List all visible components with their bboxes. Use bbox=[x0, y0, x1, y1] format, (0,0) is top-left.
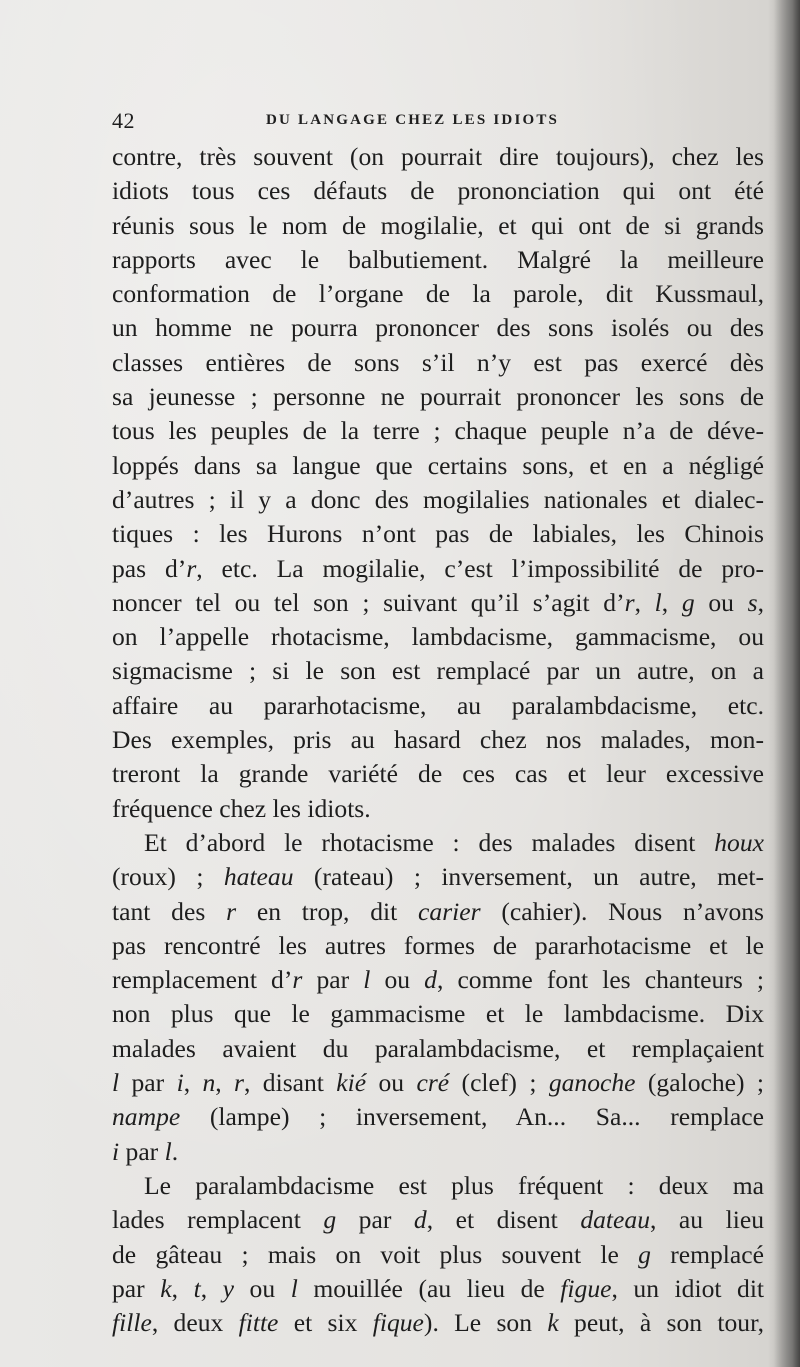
text-line: sa jeunesse ; personne ne pourrait prononcer les sons de bbox=[112, 382, 764, 412]
text-line: pas d’r, etc. La mogilalie, c’est l’impossibilité de pro- bbox=[112, 553, 764, 583]
text-line: treront la grande variété de ces cas et leur excessive bbox=[112, 759, 764, 789]
page-header bbox=[112, 108, 762, 138]
text-line: fréquence chez les idiots. bbox=[112, 793, 371, 823]
text-line: rapports avec le balbutiement. Malgré la meilleure bbox=[112, 244, 764, 274]
text-line: (roux) ; hateau (rateau) ; inversement, un autre, met- bbox=[112, 862, 764, 892]
text-line: remplacement d’r par l ou d, comme font les chanteurs ; bbox=[112, 965, 765, 995]
text-line: un homme ne pourra prononcer des sons isolés ou des bbox=[112, 313, 764, 343]
page-number: 42 bbox=[112, 108, 135, 133]
text-line: tous les peuples de la terre ; chaque peuple n’a de déve- bbox=[112, 416, 764, 446]
text-line: malades avaient du paralambdacisme, et remplaçaient bbox=[112, 1033, 764, 1063]
text-line: Et d’abord le rhotacisme : des malades disent houx bbox=[144, 827, 764, 857]
text-line: contre, très souvent (on pourrait dire toujours), chez les bbox=[112, 142, 764, 171]
body-text bbox=[112, 140, 764, 1340]
binding-shadow bbox=[774, 0, 800, 1367]
text-line: tant des r en trop, dit carier (cahier). Nous n’avons bbox=[112, 896, 765, 926]
text-line: loppés dans sa langue que certains sons, et en a négligé bbox=[112, 450, 764, 480]
text-line: lades remplacent g par d, et disent dateau, au lieu bbox=[112, 1205, 765, 1235]
text-line: sigmacisme ; si le son est remplacé par un autre, on a bbox=[112, 656, 764, 686]
text-line: par k, t, y ou l mouillée (au lieu de figue, un idiot dit bbox=[112, 1273, 765, 1303]
text-line: l par i, n, r, disant kié ou cré (clef) ; ganoche (galoche) ; bbox=[112, 1068, 765, 1098]
text-line: pas rencontré les autres formes de pararhotacisme et le bbox=[112, 930, 764, 960]
text-line: nampe (lampe) ; inversement, An... Sa... remplace bbox=[112, 1102, 764, 1132]
text-line: affaire au pararhotacisme, au paralambdacisme, etc. bbox=[112, 690, 764, 720]
running-title: DU LANGAGE CHEZ LES IDIOTS bbox=[266, 112, 560, 128]
text-line: réunis sous le nom de mogilalie, et qui ont de si grands bbox=[112, 210, 764, 240]
text-line: idiots tous ces défauts de prononciation qui ont été bbox=[112, 176, 764, 206]
text-line: i par l. bbox=[112, 1136, 179, 1166]
text-line: noncer tel ou tel son ; suivant qu’il s’agit d’r, l, g ou s, bbox=[112, 587, 764, 617]
text-line: classes entières de sons s’il n’y est pas exercé dès bbox=[112, 347, 764, 377]
text-line: non plus que le gammacisme et le lambdacisme. Dix bbox=[112, 999, 764, 1029]
text-line: Le paralambdacisme est plus fréquent : deux ma bbox=[144, 1170, 764, 1200]
text-line: conformation de l’organe de la parole, dit Kussmaul, bbox=[112, 279, 764, 309]
text-line: Des exemples, pris au hasard chez nos malades, mon- bbox=[112, 725, 764, 755]
text-line: fille, deux fitte et six fique). Le son k peut, à son tour, bbox=[112, 1308, 764, 1338]
text-line: de gâteau ; mais on voit plus souvent le g remplacé bbox=[112, 1239, 764, 1269]
text-line: d’autres ; il y a donc des mogilalies nationales et dialec- bbox=[112, 484, 764, 514]
text-line: on l’appelle rhotacisme, lambdacisme, gammacisme, ou bbox=[112, 622, 764, 652]
text-line: tiques : les Hurons n’ont pas de labiales, les Chinois bbox=[112, 519, 764, 549]
